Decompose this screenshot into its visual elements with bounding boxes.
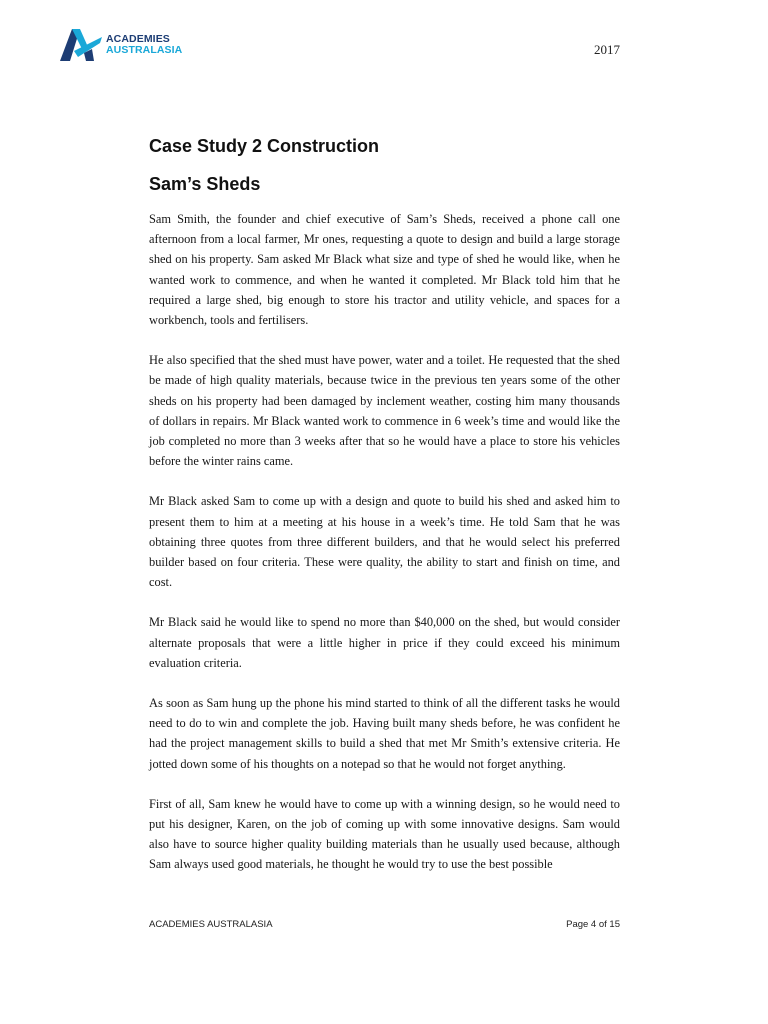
paragraph: As soon as Sam hung up the phone his mind started to think of all the different tasks he would need to do to win and complete the job. Having built many sheds before, he was confident he had the project management skills to build a shed that met Mr Smith’s extensive criteria. He jotted down some of his thoughts on a notepad so that he would not forget anything. — [149, 696, 620, 771]
logo-mark-icon — [58, 27, 104, 63]
logo-line-academies: ACADEMIES — [106, 33, 170, 45]
footer-organisation: ACADEMIES AUSTRALASIA — [149, 919, 273, 930]
paragraph: He also specified that the shed must have power, water and a toilet. He requested that the shed be made of high quality materials, because twice in the previous ten years some of the other sheds on his property had been damaged by inclement weather, costing him many thousands of dollars in repairs. Mr Black wanted work to commence in 6 week’s time and would like the job completed no more than 3 weeks after that so he would have a place to store his vehicles before the winter rains came. — [149, 353, 620, 469]
paragraph: First of all, Sam knew he would have to come up with a winning design, so he would need to put his designer, Karen, on the job of coming up with some innovative designs. Sam would also have to source higher quality building materials than he usually used because, although Sam always used good materials, he thought he would try to use the best possible — [149, 796, 620, 872]
header-year: 2017 — [594, 42, 620, 57]
logo-line-australasia: AUSTRALASIA — [106, 44, 183, 56]
paragraph: Sam Smith, the founder and chief executive of Sam’s Sheds, received a phone call one afternoon from a local farmer, Mr ones, requesting a quote to design and build a large storage shed on his property. Sam asked Mr Black what size and type of shed he would like, when he wanted work to commence, and when he wanted it completed. Mr Black told him that he required a large shed, big enough to store his tractor and utility vehicle, and spaces for a workbench, tools and fertilisers. — [149, 212, 620, 328]
document-title: Case Study 2 Construction — [149, 136, 380, 156]
paragraph: Mr Black asked Sam to come up with a design and quote to build his shed and asked him to present them to him at a meeting at his house in a week’s time. He told Sam that he was obtaining three quotes from three different builders, and that he would select his preferred builder based on four criteria. These were quality, the ability to start and finish on time, and cost. — [149, 494, 620, 590]
document-body — [149, 136, 620, 895]
paragraph: Mr Black said he would like to spend no more than $40,000 on the shed, but would consider alternate proposals that were a little higher in price if they could exceed his minimum evaluation criteria. — [149, 615, 620, 670]
page-header — [58, 26, 620, 66]
document-subtitle: Sam’s Sheds — [149, 174, 261, 194]
page-number: Page 4 of 15 — [566, 919, 620, 930]
academies-australasia-logo — [58, 26, 182, 64]
